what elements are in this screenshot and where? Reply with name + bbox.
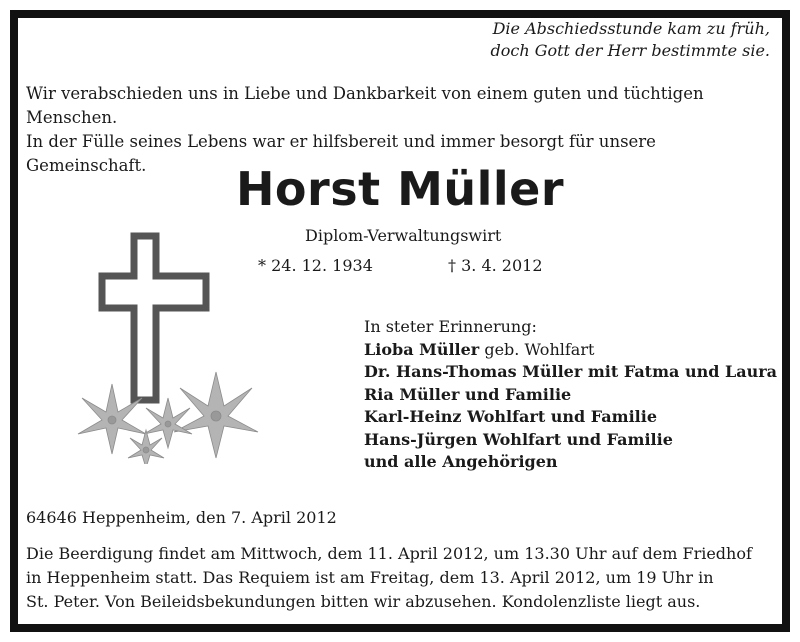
- mourner-line: und alle Angehörigen: [364, 452, 558, 471]
- birth-date: * 24. 12. 1934: [258, 256, 373, 275]
- funeral-line: in Heppenheim statt. Das Requiem ist am Freitag, dem 13. April 2012, um 19 Uhr in: [26, 568, 714, 587]
- motto-line: Die Abschiedsstunde kam zu früh,: [492, 19, 770, 38]
- mourners-list: [364, 316, 777, 474]
- death-date: † 3. 4. 2012: [448, 256, 543, 275]
- mourners-heading: In steter Erinnerung:: [364, 317, 537, 336]
- flower-icon: [78, 372, 258, 464]
- mourner-name: Lioba Müller: [364, 339, 480, 359]
- deceased-title: Diplom-Verwaltungswirt: [305, 226, 502, 245]
- mourner-suffix: geb. Wohlfart: [479, 339, 595, 359]
- intro-line: Wir verabschieden uns in Liebe und Dankbarkeit von einem guten und tüchtigen Menschen.: [26, 84, 704, 127]
- mourner-line: Dr. Hans-Thomas Müller mit Fatma und Laura: [364, 362, 778, 381]
- cross-icon: [50, 224, 270, 464]
- place-date: 64646 Heppenheim, den 7. April 2012: [26, 508, 337, 527]
- mourner-line: Karl-Heinz Wohlfart und Familie: [364, 407, 657, 426]
- deceased-name: Horst Müller: [235, 162, 565, 216]
- funeral-line: Die Beerdigung findet am Mittwoch, dem 11. April 2012, um 13.30 Uhr auf dem Friedhof: [26, 544, 752, 563]
- mourner-line: Ria Müller und Familie: [364, 384, 572, 404]
- mourner-line: Hans-Jürgen Wohlfart und Familie: [364, 429, 673, 449]
- mourner-line: [364, 339, 777, 362]
- intro-line: In der Fülle seines Lebens war er hilfsbereit und immer besorgt für unsere Gemeinschaft.: [26, 132, 656, 175]
- motto-line: doch Gott der Herr bestimmte sie.: [490, 41, 770, 60]
- motto: [490, 18, 770, 62]
- funeral-info: [26, 542, 762, 614]
- cross-shape: [102, 236, 206, 400]
- funeral-line: St. Peter. Von Beileidsbekundungen bitten wir abzusehen. Kondolenzliste liegt aus.: [26, 592, 701, 611]
